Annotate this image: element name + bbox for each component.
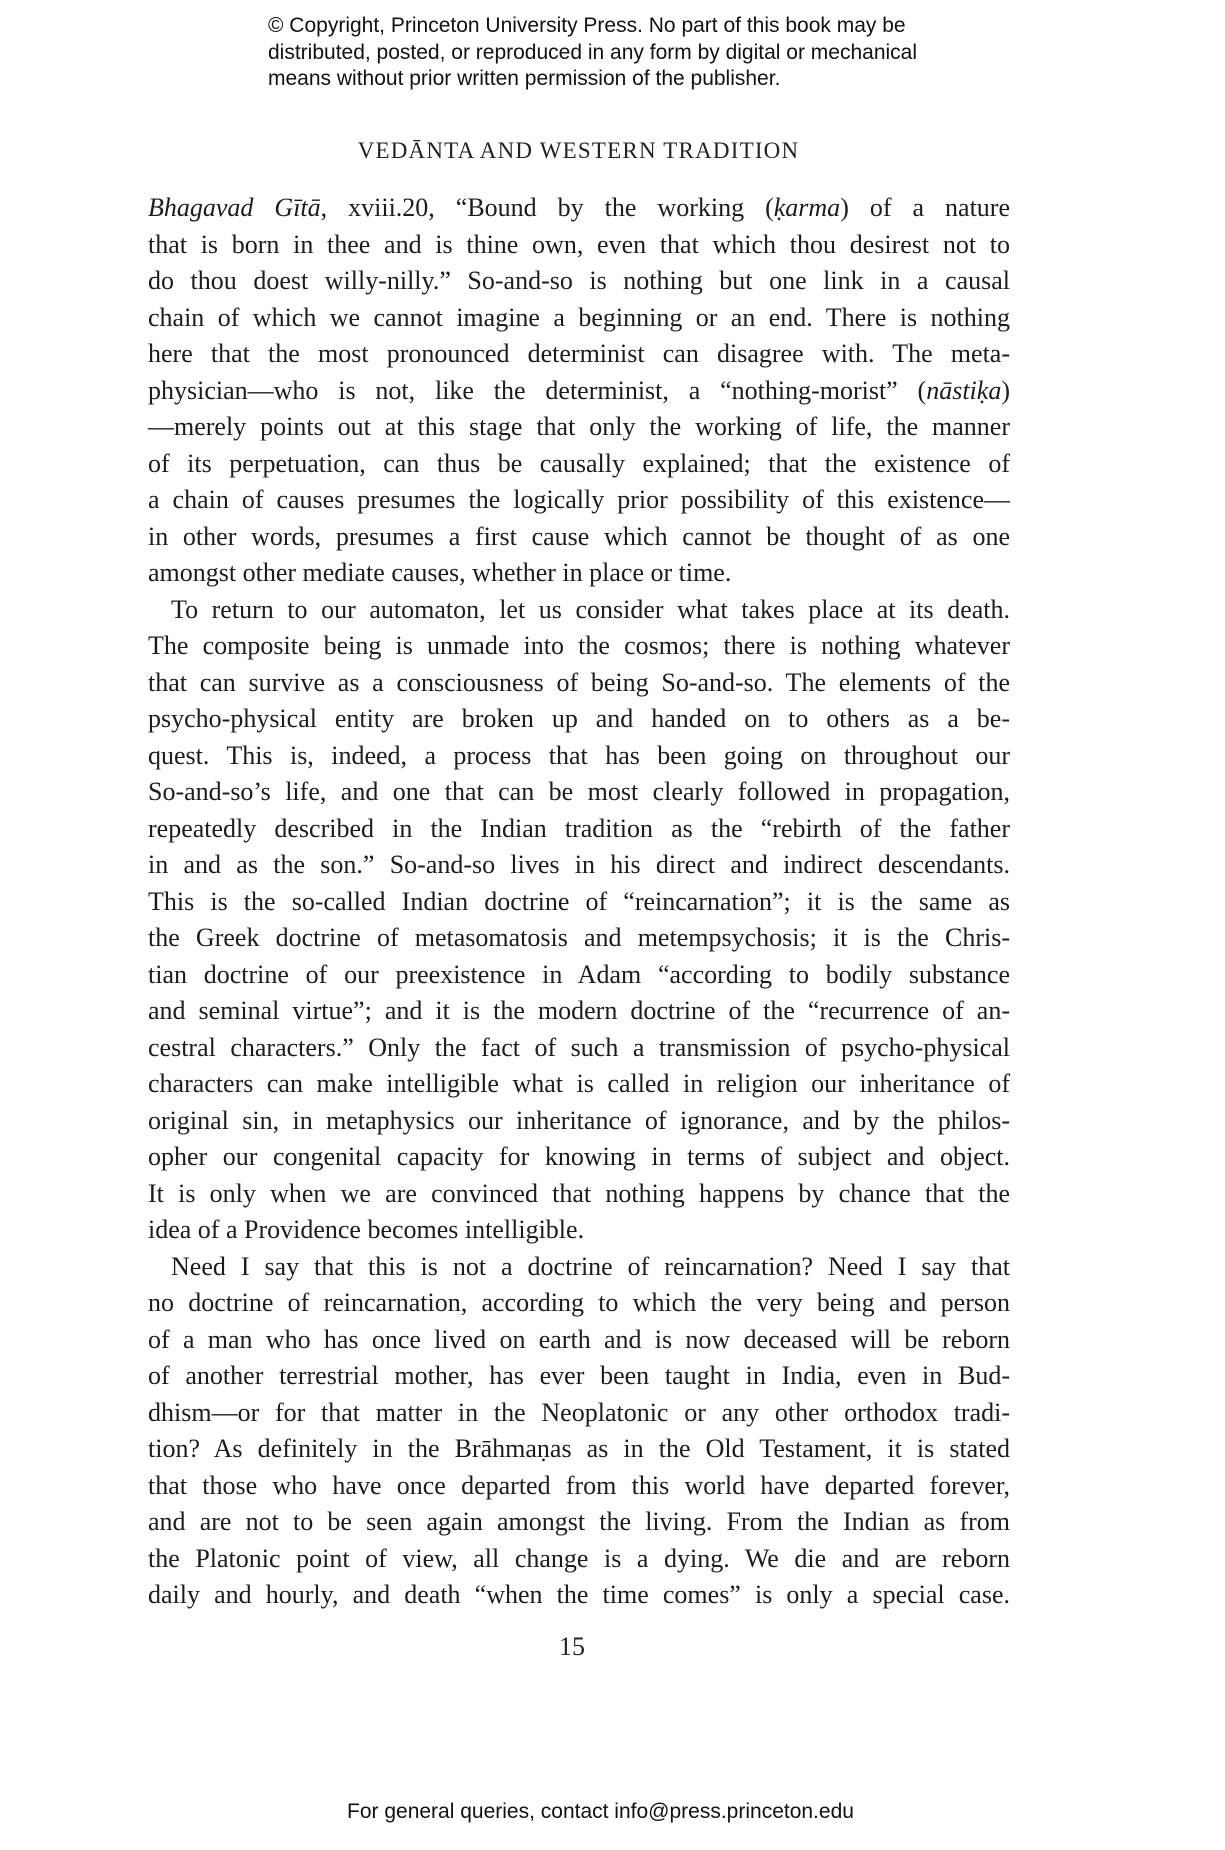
body-text	[148, 190, 1010, 1614]
text-line: that those who have once departed from this world have departed forever,	[148, 1470, 1010, 1500]
text-line: a chain of causes presumes the logically prior possibility of this existence—	[148, 485, 1010, 514]
paragraph-2	[148, 592, 1010, 1249]
page-number: 15	[559, 1632, 585, 1661]
copyright-line: distributed, posted, or reproduced in any form by digital or mechanical	[268, 40, 918, 64]
text-line: daily and hourly, and death “when the time comes” is only a special case.	[148, 1580, 1010, 1609]
text-line: chain of which we cannot imagine a beginning or an end. There is nothing	[148, 302, 1010, 332]
text-line: of another terrestrial mother, has ever been taught in India, even in Bud-	[148, 1361, 1010, 1390]
text-line: cestral characters.” Only the fact of such a transmission of psycho-physical	[148, 1032, 1010, 1062]
sanskrit-term: nāstiḳa	[926, 375, 1002, 405]
text-line: —merely points out at this stage that only the working of life, the manner	[148, 412, 1010, 441]
text-line: It is only when we are convinced that nothing happens by chance that the	[148, 1178, 1010, 1208]
work-title: Bhagavad Gītā	[148, 193, 321, 222]
text-line: do thou doest willy-nilly.” So-and-so is nothing but one link in a causal	[148, 266, 1010, 295]
text-line: and are not to be seen again amongst the living. From the Indian as from	[148, 1507, 1010, 1536]
text-line: in and as the son.” So-and-so lives in his direct and indirect descendants.	[148, 850, 1010, 879]
text-line: characters can make intelligible what is called in religion our inheritance of	[148, 1069, 1010, 1098]
text-line: of a man who has once lived on earth and is now deceased will be reborn	[148, 1324, 1010, 1354]
text-line: that is born in thee and is thine own, even that which thou desirest not to	[148, 229, 1010, 259]
footer-contact: For general queries, contact info@press.princeton.edu	[347, 1800, 854, 1823]
text-line: Need I say that this is not a doctrine of reincarnation? Need I say that	[171, 1251, 1010, 1281]
copyright-line: means without prior written permission of the publisher.	[268, 67, 781, 90]
text-line: the Platonic point of view, all change is a dying. We die and are reborn	[148, 1543, 1010, 1573]
sanskrit-term: ḳarma	[773, 193, 841, 222]
paragraph-3	[148, 1249, 1010, 1614]
copyright-line: © Copyright, Princeton University Press. No part of this book may be	[268, 14, 906, 37]
line-text: )	[1001, 375, 1010, 405]
text-line	[148, 190, 1010, 227]
line-text: physician—who is not, like the determinist, a “nothing-morist” (	[148, 375, 927, 405]
text-line: tion? As definitely in the Brāhmaṇas as in the Old Testament, it is stated	[148, 1434, 1010, 1463]
text-line: To return to our automaton, let us consider what takes place at its death.	[171, 594, 1010, 624]
text-line	[148, 373, 1010, 410]
text-line: the Greek doctrine of metasomatosis and metempsychosis; it is the Chris-	[148, 923, 1010, 952]
text-line: idea of a Providence becomes intelligible.	[148, 1215, 585, 1244]
text-line: in other words, presumes a first cause which cannot be thought of as one	[148, 521, 1010, 551]
text-line: The composite being is unmade into the cosmos; there is nothing whatever	[148, 631, 1010, 660]
line-text: ) of a nature	[840, 193, 1010, 222]
text-line: tian doctrine of our preexistence in Adam “according to bodily substance	[148, 959, 1010, 989]
copyright-notice	[268, 13, 968, 93]
text-line: of its perpetuation, can thus be causally explained; that the existence of	[148, 448, 1010, 478]
text-line: quest. This is, indeed, a process that has been going on throughout our	[148, 740, 1010, 770]
text-line: psycho-physical entity are broken up and handed on to others as a be-	[148, 704, 1010, 733]
text-line: opher our congenital capacity for knowing in terms of subject and object.	[148, 1142, 1010, 1171]
text-line: and seminal virtue”; and it is the modern doctrine of the “recurrence of an-	[148, 996, 1010, 1025]
paragraph-1	[148, 190, 1010, 592]
citation: , xviii.20, “Bound by the working (	[320, 193, 774, 222]
text-line: repeatedly described in the Indian tradition as the “rebirth of the father	[148, 813, 1010, 843]
text-line: amongst other mediate causes, whether in place or time.	[148, 558, 732, 587]
text-line: So-and-so’s life, and one that can be most clearly followed in propagation,	[148, 777, 1010, 806]
text-line: no doctrine of reincarnation, according to which the very being and person	[148, 1288, 1010, 1317]
running-head: VEDĀNTA AND WESTERN TRADITION	[357, 138, 800, 163]
text-line: here that the most pronounced determinist can disagree with. The meta-	[148, 339, 1010, 368]
text-line: that can survive as a consciousness of being So-and-so. The elements of the	[148, 667, 1010, 697]
text-line: This is the so-called Indian doctrine of “reincarnation”; it is the same as	[148, 886, 1010, 916]
text-line: original sin, in metaphysics our inheritance of ignorance, and by the philos-	[148, 1105, 1010, 1135]
text-line: dhism—or for that matter in the Neoplatonic or any other orthodox tradi-	[148, 1397, 1010, 1427]
